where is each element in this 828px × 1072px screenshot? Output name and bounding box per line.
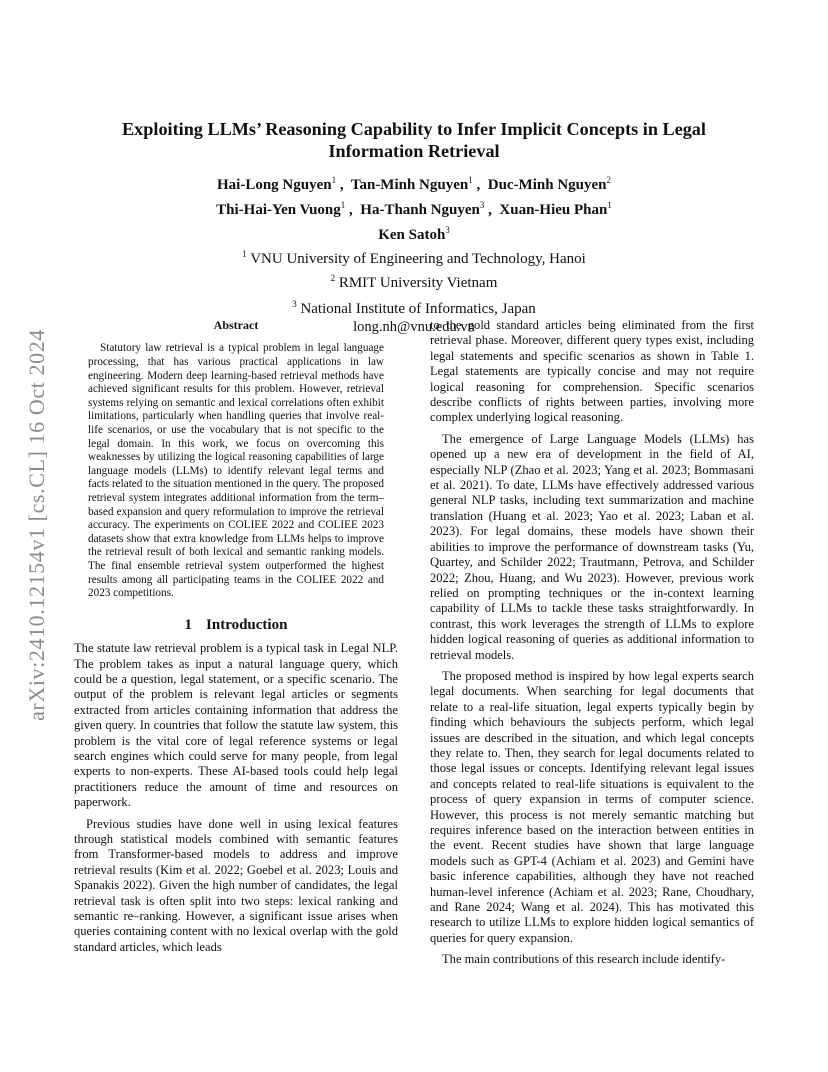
author-name: Xuan-Hieu Phan [499, 202, 608, 218]
arxiv-identifier [22, 290, 52, 760]
author-name: Ken Satoh [378, 227, 446, 243]
paragraph: to the gold standard articles being eliminated from the first retrieval phase. Moreover, different query types exist, including legal statements and specific scenarios as shown in Table 1. Legal statements are typically concise and may not require logical reasoning for comprehension. Specific scenarios describe conflicts of rights between parties, involving more complex underlying logical reasoning. [430, 318, 754, 425]
right-column [430, 318, 754, 968]
abstract-heading: Abstract [213, 318, 259, 332]
arxiv-identifier-text: arXiv:2410.12154v1 [cs.CL] 16 Oct 2024 [24, 329, 49, 721]
author-name: Thi-Hai-Yen Vuong [216, 202, 341, 218]
paragraph: The emergence of Large Language Models (LLMs) has opened up a new era of development in the field of AI, especially NLP (Zhao et al. 2023; Yang et al. 2023; Bommasani et al. 2021). To date, LLMs have effectively addressed various general NLP tasks, including text summarization and machine translation (Huang et al. 2023; Yao et al. 2023; Laban et al. 2023). For legal domains, these models have shown their abilities to improve the performance of downstream tasks (Yu, Quartey, and Schilder 2022; Trautmann, Petrova, and Schilder 2022; Zhou, Huang, and Wu 2023). However, previous work relied on prompting techniques or the in-context learning capability of LLMs to tackle these tasks straightforwardly. In contrast, this work leverages the strength of LLMs to explore hidden logical reasoning of queries as additional information to retrieval models. [430, 431, 754, 662]
affiliation-name: National Institute of Informatics, Japan [300, 301, 536, 317]
title-line-2: Information Retrieval [328, 141, 500, 161]
affiliation-name: RMIT University Vietnam [338, 275, 498, 291]
author-list: Hai-Long Nguyen$^1$ , Tan-Minh Nguyen$^1$ , Duc-Minh Nguyen$^2$ Thi-Hai-Yen Vuong$^1$ , Ha-Thanh Nguyen$^3$ , Xuan-Hieu Phan$^1$ Ken Satoh$^3$ [216, 175, 612, 243]
paragraph: The proposed method is inspired by how legal experts search legal documents. When searching for legal documents that relate to a real-life situation, legal experts typically begin by finding which behaviours the subjects perform, which legal issues are described in the situation, and which legal concepts they relate to. Then, they search for legal documents related to those legal issues or concepts. Identifying relevant legal issues and concepts related to real-life situations is equivalent to the process of query expansion in terms of computer science. However, this process is not merely semantic matching but requires inference based on the interaction between entities in the event. Recent studies have shown that large language models such as GPT-4 (Achiam et al. 2023) and Gemini have basic inference capabilities, although they have not reached human-level inference (Achiam et al. 2023; Rane, Choudhary, and Rane 2024; Wang et al. 2024). This has motivated this research to utilize LLMs to explore hidden logical semantics of queries for query expansion. [430, 668, 754, 945]
author-affiliation-mark: 1 [468, 175, 473, 185]
author-name: Ha-Thanh Nguyen [360, 202, 480, 218]
paragraph: The statute law retrieval problem is a typical task in Legal NLP. The problem takes as input a natural language query, which could be a question, legal statement, or a specific scenario. The output of the problem is relevant legal articles or segments extracted from articles containing information that address the given query. In countries that follow the statute law system, this problem is the vital core of legal reference systems or legal search engines which could serve for many people, from legal experts to non-experts. These AI-based tools could help legal practitioners reduce the amount of time and resources on paperwork. [74, 641, 398, 810]
affiliation-number: 3 [292, 299, 297, 309]
affiliation [74, 245, 754, 269]
author-affiliation-mark: 1 [607, 200, 612, 210]
title-line-1: Exploiting LLMs’ Reasoning Capability to Infer Implicit Concepts in Legal [122, 119, 706, 139]
affiliation [74, 295, 754, 319]
author-affiliation-mark: 1 [331, 175, 337, 185]
left-column [74, 318, 398, 955]
affiliation-name: VNU University of Engineering and Technology, Hanoi [250, 251, 586, 267]
contact-email: long.nh@vnu.edu.vn [353, 319, 475, 335]
section-number: 1 [184, 616, 193, 633]
paragraph: Previous studies have done well in using lexical features through statistical models combined with semantic features from Transformer-based models to address and improve retrieval results (Kim et al. 2022; Goebel et al. 2023; Louis and Spanakis 2022). Given the high number of candidates, the legal retrieval task is often split into two steps: lexical ranking and semantic re–ranking. However, a significant issue arises when queries containing content with no lexical overlap with the gold standard articles, which leads [74, 816, 398, 954]
author-name: Hai-Long Nguyen [216, 177, 332, 193]
section-title: Introduction [206, 616, 288, 633]
section-heading [74, 618, 398, 633]
affiliation-number: 2 [330, 273, 336, 283]
abstract-text: Statutory law retrieval is a typical problem in legal language processing, that has various practical applications in law engineering. Modern deep learning-based retrieval methods have achieved significant results for this problem. However, retrieval systems relying on semantic and lexical correlations often exhibit limitations, particularly when handling queries that involve real-life scenarios, or use the vocabulary that is not specific to the legal domain. In this work, we focus on overcoming this weaknesses by utilizing the logical reasoning capabilities of large language models (LLMs) to identify relevant legal terms and facts related to the situation mentioned in the query. The proposed retrieval system integrates additional information from the term–based expansion and query reformulation to improve the retrieval accuracy. The experiments on COLIEE 2022 and COLIEE 2023 datasets show that extra knowledge from LLMs helps to improve the retrieval result of both lexical and semantic ranking models. The final ensemble retrieval system outperformed the highest results among all participating teams in the COLIEE 2022 and 2023 competitions. [88, 342, 384, 600]
affiliation-number: 1 [242, 249, 247, 259]
author-affiliation-mark: 1 [340, 200, 346, 210]
author-affiliation-mark: 2 [606, 175, 611, 185]
paper-header [74, 118, 754, 336]
author-affiliation-mark: 3 [479, 200, 485, 210]
affiliation [74, 269, 754, 293]
author-affiliation-mark: 3 [445, 225, 450, 235]
paper-title [74, 118, 754, 162]
author-name: Duc-Minh Nguyen [487, 177, 607, 193]
author-name: Tan-Minh Nguyen [350, 177, 469, 193]
paragraph: The main contributions of this research include identify- [442, 952, 726, 967]
